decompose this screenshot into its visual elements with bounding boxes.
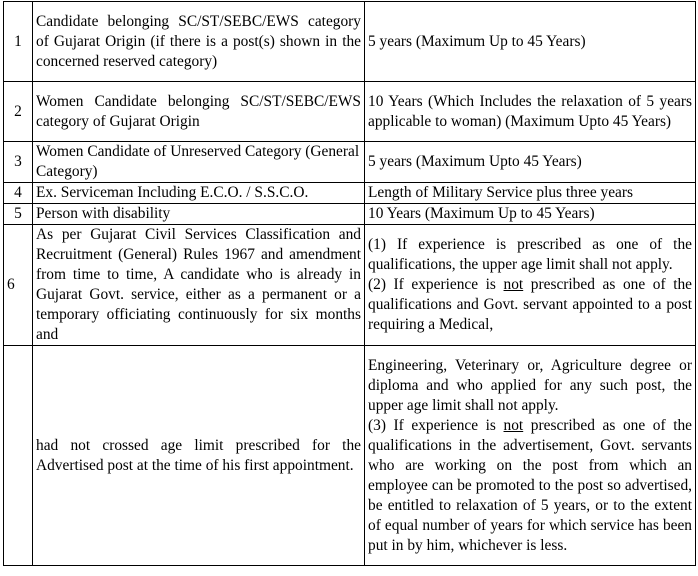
table-row [4,142,696,183]
category-cell: Ex. Serviceman Including E.C.O. / S.S.C.O. [33,183,365,204]
relaxation-cell: 5 years (Maximum Upto 45 Years) [365,142,696,183]
row-number: 5 [4,204,33,225]
category-cell-continued: had not crossed age limit prescribed for the Advertised post at the time of his first appointment. [33,346,365,566]
row-number: 1 [4,2,33,82]
clause-3-rest: prescribed as one of the qualifications in the advertisement, Govt. servants who are working on the post from which an employee can be promoted to the post so advertised, be entitled to relaxation of 5 years, or to the extent of equal number of years for which service has been put in by him, whichever is less. [368,416,692,554]
relaxation-cell: 5 years (Maximum Up to 45 Years) [365,2,696,82]
category-cell: Candidate belonging SC/ST/SEBC/EWS category of Gujarat Origin (if there is a post(s) shown in the concerned reserved category) [33,2,365,82]
table-row [4,2,696,82]
relaxation-cell: Length of Military Service plus three years [365,183,696,204]
clause-2-lead: (2) If experience is [368,276,504,293]
clause-1: (1) If experience is prescribed as one of the qualifications, the upper age limit shall not apply. [368,236,692,273]
row-number-empty [4,346,33,566]
relaxation-cell [365,225,696,346]
category-cell: As per Gujarat Civil Services Classification and Recruitment (General) Rules 1967 and amendment from time to time, A candidate who is already in Gujarat Govt. service, either as a permanent or a temporary officiating continuously for six months and [33,225,365,346]
row-number: 6 [4,225,33,346]
clause-3-lead: (3) If experience is [368,416,504,434]
category-cell: Person with disability [33,204,365,225]
table-row [4,346,696,566]
table-row [4,183,696,204]
row-number: 3 [4,142,33,183]
table-row [4,82,696,142]
relaxation-cell: 10 Years (Which Includes the relaxation of 5 years applicable to woman) (Maximum Upto 45 Years) [365,82,696,142]
row-number: 4 [4,183,33,204]
table-row [4,225,696,346]
relaxation-cell-continued [365,346,696,566]
relaxation-cell: 10 Years (Maximum Up to 45 Years) [365,204,696,225]
row-number: 2 [4,82,33,142]
clause-2-rest: prescribed as one of the qualifications and Govt. servant appointed to a post requiring a Medical, [368,276,692,333]
clause-3-not: not [503,416,524,434]
table-row [4,204,696,225]
clause-2-continued: Engineering, Veterinary or, Agriculture degree or diploma and who applied for any such post, the upper age limit shall not apply. [368,356,692,414]
category-cell: Women Candidate of Unreserved Category (General Category) [33,142,365,183]
age-relaxation-table [3,1,696,566]
clause-2-not: not [503,276,524,293]
category-cell: Women Candidate belonging SC/ST/SEBC/EWS category of Gujarat Origin [33,82,365,142]
